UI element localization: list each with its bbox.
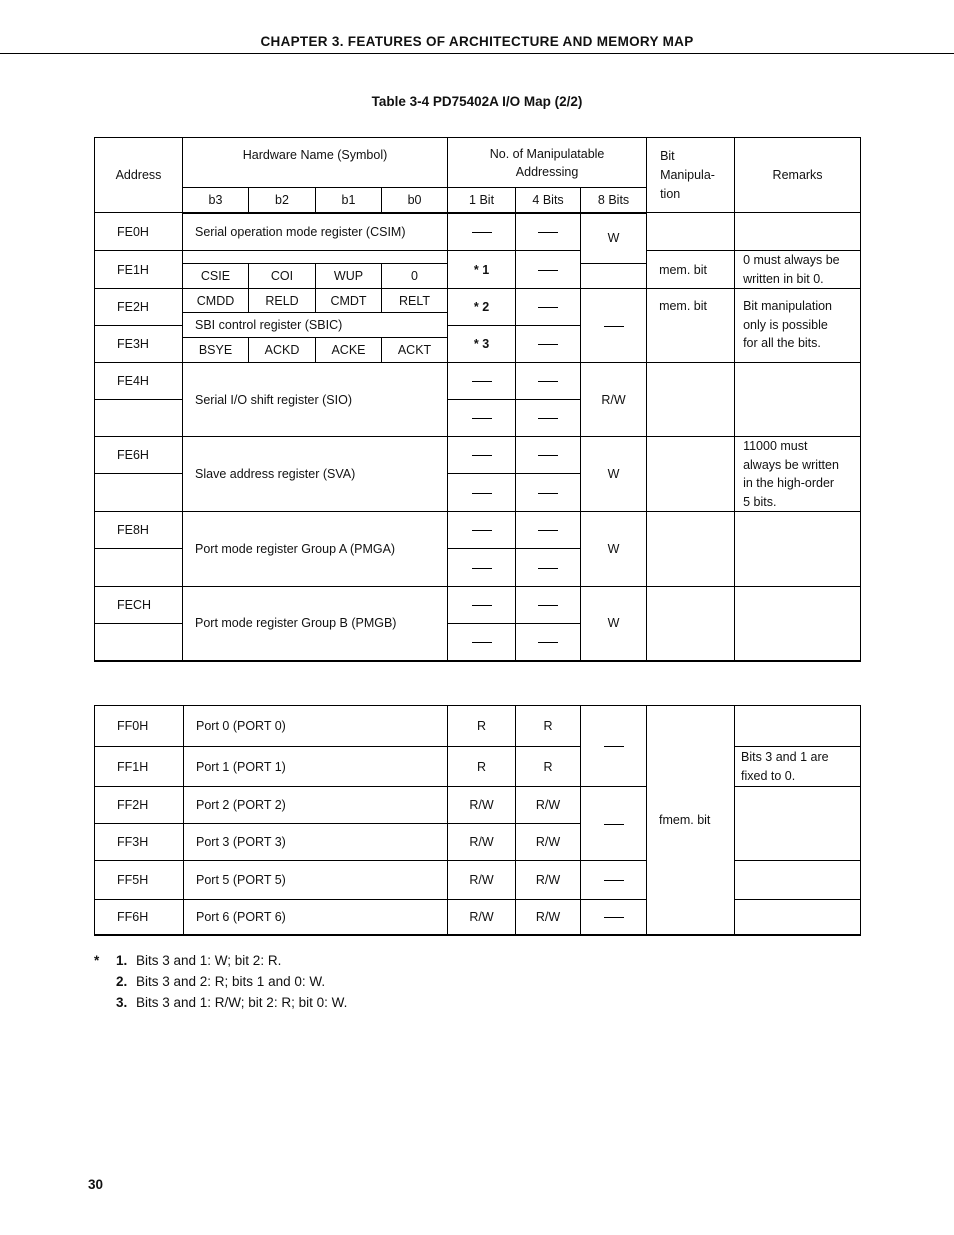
hw-name-pmgb: Port mode register Group B (PMGB): [183, 587, 448, 661]
empty-cell: [647, 363, 735, 437]
dash-cell: [448, 213, 516, 251]
empty-cell: [647, 512, 735, 587]
bit-b2-fe2h: RELD: [249, 289, 316, 313]
access-1bit-fe2h: * 2: [448, 289, 516, 326]
footnote-3: [94, 992, 347, 1013]
empty-cell: [735, 213, 861, 251]
bit-b1-fe2h: CMDT: [316, 289, 382, 313]
access-1bit-port3: R/W: [448, 824, 516, 861]
dash-cell: [516, 512, 581, 549]
remarks-fe1h-line1: 0 must always be: [743, 253, 840, 267]
remarks-sbic-line1: Bit manipulation: [743, 299, 833, 313]
bitmanip-sbic: mem. bit: [647, 289, 735, 363]
access-1bit-fe1h: * 1: [448, 251, 516, 289]
dash-cell: [448, 400, 516, 437]
remarks-sva-line4: 5 bits.: [743, 494, 777, 509]
footnotes: [94, 950, 347, 1013]
access-1bit-port6: R/W: [448, 900, 516, 935]
address-ff1h: FF1H: [95, 747, 184, 787]
hw-name-pmga: Port mode register Group A (PMGA): [183, 512, 448, 587]
address-fe2h: FE2H: [95, 289, 183, 326]
access-4bit-port3: R/W: [516, 824, 581, 861]
footnote-star: *: [94, 953, 100, 968]
hw-name-csim: Serial operation mode register (CSIM): [183, 213, 448, 251]
remarks-port1: [735, 747, 861, 787]
bit-b3-fe1h: CSIE: [183, 264, 249, 289]
col-header-b0: b0: [382, 188, 448, 213]
address-fe0h: FE0H: [95, 213, 183, 251]
empty-cell: [735, 706, 861, 747]
dash-cell: [448, 624, 516, 661]
col-header-bitmanip-line1: Bit: [660, 148, 675, 163]
access-1bit-fe3h: * 3: [448, 326, 516, 363]
access-4bit-port6: R/W: [516, 900, 581, 935]
access-1bit-port1: R: [448, 747, 516, 787]
access-8bit-pmga: W: [581, 512, 647, 587]
access-1bit-port5: R/W: [448, 861, 516, 900]
dash-cell: [516, 289, 581, 326]
empty-cell: [647, 587, 735, 661]
bit-b0-fe1h: 0: [382, 264, 448, 289]
hw-name-sva: Slave address register (SVA): [183, 437, 448, 512]
dash-cell: [448, 474, 516, 512]
dash-cell: [448, 549, 516, 587]
empty-cell: [647, 213, 735, 251]
bit-b2-fe3h: ACKD: [249, 338, 316, 363]
empty-cell: [95, 624, 183, 661]
footnote-number: 1.: [116, 953, 128, 968]
dash-cell: [448, 512, 516, 549]
access-4bit-port2: R/W: [516, 787, 581, 824]
dash-cell: [581, 900, 647, 935]
header-rule: [0, 53, 954, 54]
remarks-sbic: [735, 289, 861, 363]
remarks-sva-line1: 11000 must: [743, 439, 808, 453]
address-ff6h: FF6H: [95, 900, 184, 935]
col-header-hardware-name: Hardware Name (Symbol): [183, 138, 448, 188]
footnote-text: Bits 3 and 1: R/W; bit 2: R; bit 0: W.: [136, 995, 348, 1010]
col-header-1bit: 1 Bit: [448, 188, 516, 213]
col-header-4bits: 4 Bits: [516, 188, 581, 213]
dash-cell: [516, 363, 581, 400]
footnote-number: 2.: [116, 974, 128, 989]
empty-cell: [735, 512, 861, 587]
access-4bit-port1: R: [516, 747, 581, 787]
dash-cell: [448, 587, 516, 624]
col-header-bit-manipulation: [647, 138, 735, 213]
dash-cell: [516, 437, 581, 474]
footnote-text: Bits 3 and 1: W; bit 2: R.: [136, 953, 282, 968]
bit-b3-fe3h: BSYE: [183, 338, 249, 363]
empty-cell: [95, 474, 183, 512]
dash-cell: [448, 437, 516, 474]
remarks-fe1h: [735, 251, 861, 289]
col-header-manipulatable: [448, 138, 647, 188]
empty-cell: [95, 549, 183, 587]
empty-cell: [647, 437, 735, 512]
table-caption: Table 3-4 PD75402A I/O Map (2/2): [371, 94, 583, 109]
hw-name-sbic: SBI control register (SBIC): [183, 313, 448, 338]
csim-spacer: [183, 251, 448, 264]
col-header-bitmanip-line2: Manipula-: [660, 167, 715, 182]
io-map-table-fe: [94, 137, 861, 662]
access-8bit-pmgb: W: [581, 587, 647, 661]
address-fe3h: FE3H: [95, 326, 183, 363]
access-4bit-port0: R: [516, 706, 581, 747]
dash-cell: [516, 251, 581, 289]
page-header: CHAPTER 3. FEATURES OF ARCHITECTURE AND MEMORY MAP: [260, 34, 694, 49]
address-ff3h: FF3H: [95, 824, 184, 861]
io-map-table-ff: [94, 705, 861, 936]
bit-b1-fe3h: ACKE: [316, 338, 382, 363]
col-header-manip-line2: Addressing: [515, 164, 579, 179]
bitmanip-fe1h: mem. bit: [647, 251, 735, 289]
remarks-sbic-line3: for all the bits.: [743, 336, 821, 350]
dash-cell: [581, 787, 647, 861]
bit-b2-fe1h: COI: [249, 264, 316, 289]
page-number: 30: [88, 1177, 104, 1192]
remarks-sbic-line2: only is possible: [743, 317, 828, 332]
footnote-text: Bits 3 and 2: R; bits 1 and 0: W.: [136, 974, 326, 989]
remarks-sva-line2: always be written: [743, 457, 839, 472]
address-ff5h: FF5H: [95, 861, 184, 900]
hw-name-port5: Port 5 (PORT 5): [184, 861, 448, 900]
footnote-2: [94, 971, 347, 992]
dash-cell: [516, 624, 581, 661]
dash-cell: [581, 861, 647, 900]
dash-cell: [516, 326, 581, 363]
empty-cell: [95, 400, 183, 437]
col-header-address: Address: [95, 138, 183, 213]
col-header-b3: b3: [183, 188, 249, 213]
hw-name-port3: Port 3 (PORT 3): [184, 824, 448, 861]
remarks-port1-line1: Bits 3 and 1 are: [741, 750, 829, 764]
access-8bit-sva: W: [581, 437, 647, 512]
col-header-remarks: Remarks: [735, 138, 861, 213]
dash-cell: [448, 363, 516, 400]
dash-cell: [581, 289, 647, 363]
address-fe6h: FE6H: [95, 437, 183, 474]
remarks-sva: [735, 437, 861, 512]
dash-cell: [516, 213, 581, 251]
access-8bit-sio: R/W: [581, 363, 647, 437]
col-header-b2: b2: [249, 188, 316, 213]
empty-cell: [581, 264, 647, 289]
col-header-8bits: 8 Bits: [581, 188, 647, 213]
empty-cell: [735, 587, 861, 661]
address-fe1h: FE1H: [95, 251, 183, 289]
remarks-port1-line2: fixed to 0.: [741, 768, 796, 783]
bit-b3-fe2h: CMDD: [183, 289, 249, 313]
empty-cell: [735, 363, 861, 437]
empty-cell: [735, 787, 861, 861]
hw-name-sio: Serial I/O shift register (SIO): [183, 363, 448, 437]
bitmanip-ports: fmem. bit: [647, 706, 735, 935]
col-header-manip-line1: No. of Manipulatable: [489, 146, 605, 161]
address-ff0h: FF0H: [95, 706, 184, 747]
empty-cell: [735, 900, 861, 935]
hw-name-port0: Port 0 (PORT 0): [184, 706, 448, 747]
access-4bit-port5: R/W: [516, 861, 581, 900]
remarks-fe1h-line2: written in bit 0.: [743, 271, 824, 286]
empty-cell: [735, 861, 861, 900]
dash-cell: [516, 474, 581, 512]
dash-cell: [516, 400, 581, 437]
hw-name-port1: Port 1 (PORT 1): [184, 747, 448, 787]
dash-cell: [516, 549, 581, 587]
access-1bit-port0: R: [448, 706, 516, 747]
dash-cell: [516, 587, 581, 624]
address-fech: FECH: [95, 587, 183, 624]
address-fe8h: FE8H: [95, 512, 183, 549]
footnote-1: [94, 950, 347, 971]
hw-name-port2: Port 2 (PORT 2): [184, 787, 448, 824]
dash-cell: [581, 706, 647, 787]
bit-b0-fe3h: ACKT: [382, 338, 448, 363]
address-ff2h: FF2H: [95, 787, 184, 824]
bit-b1-fe1h: WUP: [316, 264, 382, 289]
remarks-sva-line3: in the high-order: [743, 476, 835, 490]
bit-b0-fe2h: RELT: [382, 289, 448, 313]
hw-name-port6: Port 6 (PORT 6): [184, 900, 448, 935]
footnote-number: 3.: [116, 995, 128, 1010]
address-fe4h: FE4H: [95, 363, 183, 400]
access-1bit-port2: R/W: [448, 787, 516, 824]
access-8bit-csim: W: [581, 213, 647, 264]
col-header-b1: b1: [316, 188, 382, 213]
col-header-bitmanip-line3: tion: [660, 186, 681, 201]
